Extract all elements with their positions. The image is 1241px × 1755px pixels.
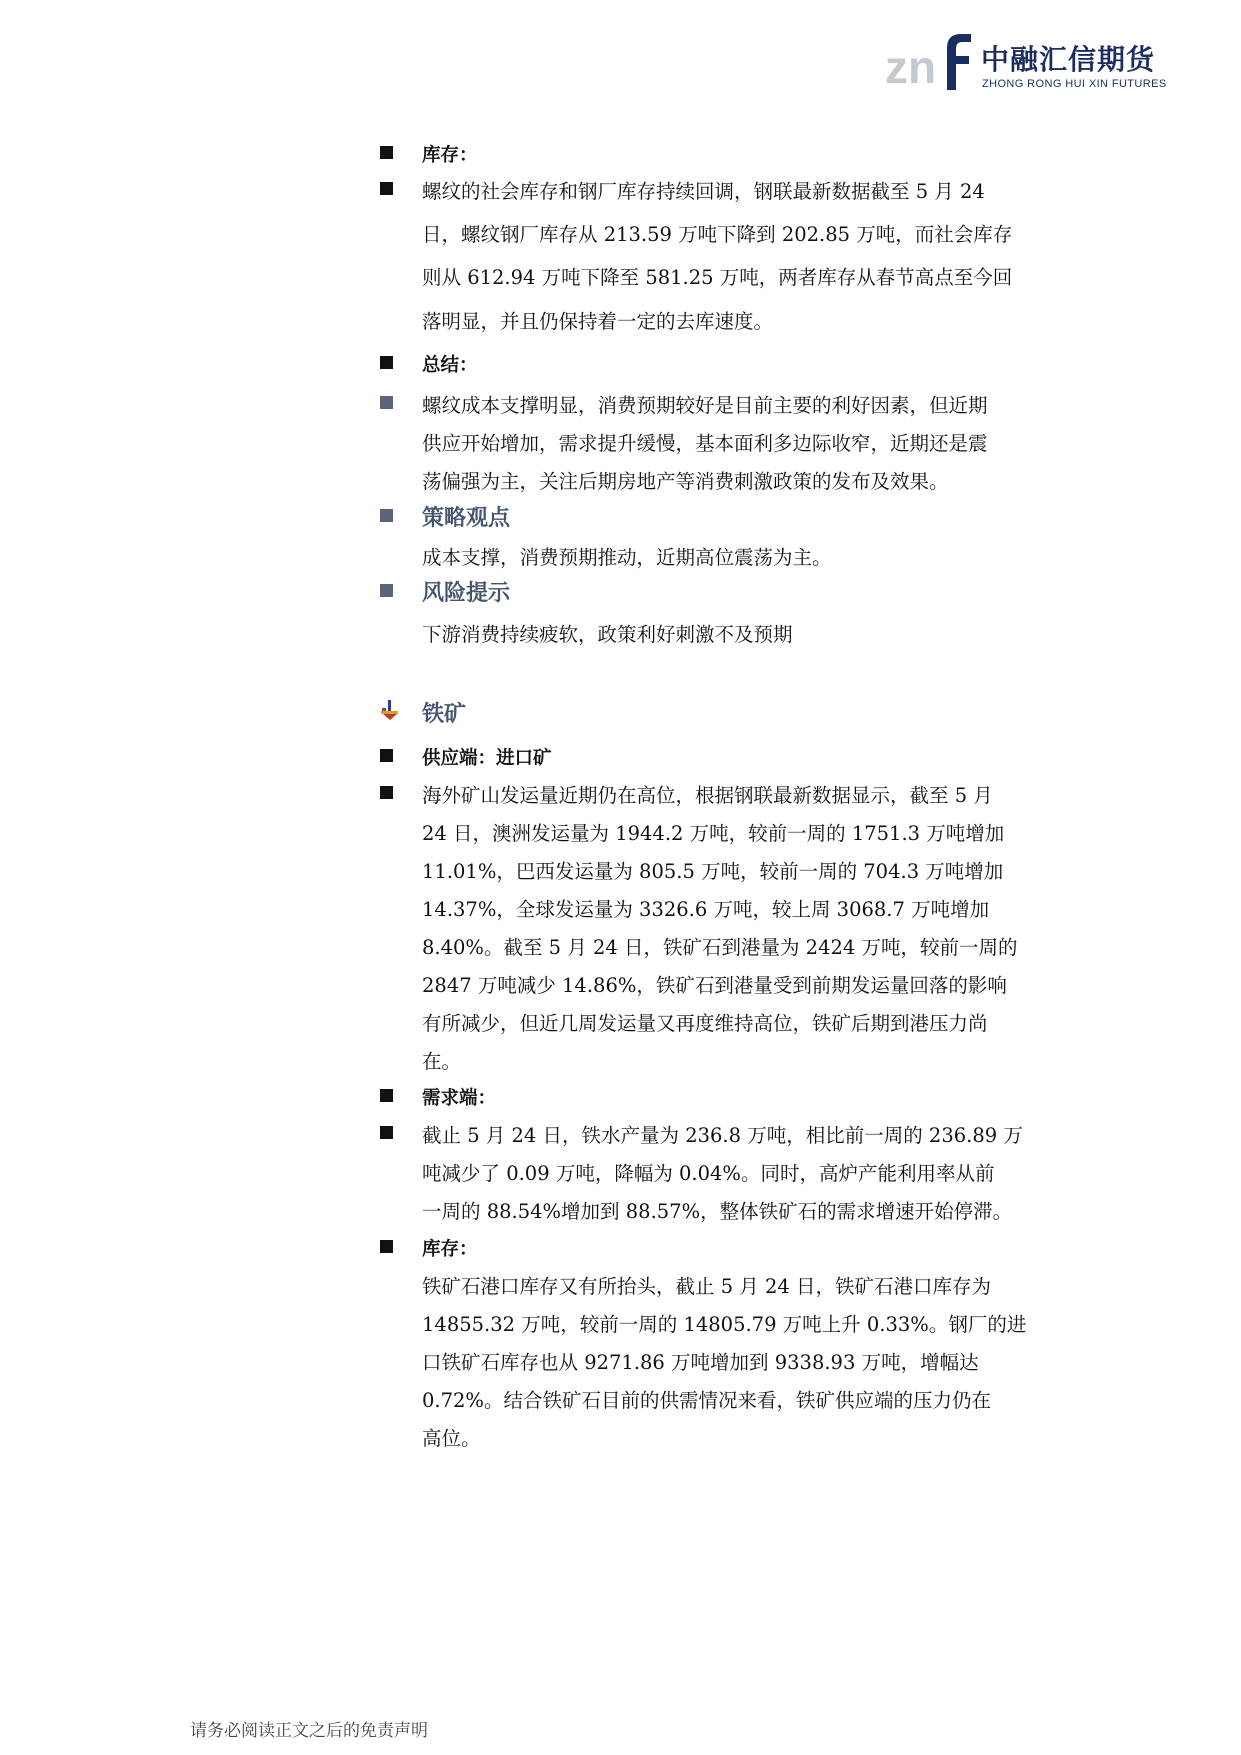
para-line: 11.01%，巴西发运量为 805.5 万吨，较前一周的 704.3 万吨增加 xyxy=(422,860,1004,883)
para-line: 吨减少了 0.09 万吨，降幅为 0.04%。同时，高炉产能利用率从前 xyxy=(422,1162,995,1185)
square-bullet-icon xyxy=(380,749,393,762)
para-line: 荡偏强为主，关注后期房地产等消费刺激政策的发布及效果。 xyxy=(422,470,949,493)
para-line: 供应开始增加，需求提升缓慢，基本面利多边际收窄，近期还是震 xyxy=(422,432,988,455)
risk-text: 下游消费持续疲软，政策利好刺激不及预期 xyxy=(422,623,793,646)
para-line: 高位。 xyxy=(422,1427,481,1450)
square-bullet-icon xyxy=(380,786,393,799)
risk-heading: 风险提示 xyxy=(422,581,511,606)
logo-english-name: ZHONG RONG HUI XIN FUTURES xyxy=(982,78,1167,90)
para-line: 铁矿石港口库存又有所抬头，截止 5 月 24 日，铁矿石港口库存为 xyxy=(422,1275,992,1298)
iron-supply-heading: 供应端：进口矿 xyxy=(422,748,552,769)
rebar-summary-heading: 总结： xyxy=(422,355,478,376)
znf-logo-icon xyxy=(885,28,975,94)
logo-chinese-name: 中融汇信期货 xyxy=(981,43,1156,76)
iron-title: 铁矿 xyxy=(422,702,467,727)
iron-inventory-heading: 库存： xyxy=(422,1239,478,1260)
para-line: 螺纹的社会库存和钢厂库存持续回调，钢联最新数据截至 5 月 24 xyxy=(422,180,985,203)
square-bullet-icon xyxy=(380,356,393,369)
arrow-marker-icon xyxy=(380,699,400,721)
para-line: 14.37%，全球发运量为 3326.6 万吨，较上周 3068.7 万吨增加 xyxy=(422,898,990,921)
square-bullet-icon xyxy=(380,1089,393,1102)
para-line: 2847 万吨减少 14.86%，铁矿石到港量受到前期发运量回落的影响 xyxy=(422,974,1007,997)
square-bullet-icon xyxy=(380,146,393,159)
square-bullet-icon xyxy=(380,1126,393,1139)
square-bullet-icon xyxy=(380,396,393,409)
disclaimer-footer: 请务必阅读正文之后的免责声明 xyxy=(190,1721,428,1741)
para-line: 14855.32 万吨，较前一周的 14805.79 万吨上升 0.33%。钢厂的进 xyxy=(422,1313,1027,1336)
para-line: 8.40%。截至 5 月 24 日，铁矿石到港量为 2424 万吨，较前一周的 xyxy=(422,936,1018,959)
para-line: 24 日，澳洲发运量为 1944.2 万吨，较前一周的 1751.3 万吨增加 xyxy=(422,822,1005,845)
para-line: 在。 xyxy=(422,1050,462,1073)
para-line: 截止 5 月 24 日，铁水产量为 236.8 万吨，相比前一周的 236.89 万 xyxy=(422,1124,1023,1147)
iron-demand-heading: 需求端： xyxy=(422,1088,497,1109)
square-bullet-icon xyxy=(380,584,393,597)
square-bullet-icon xyxy=(380,1240,393,1253)
square-bullet-icon xyxy=(380,182,393,195)
rebar-inventory-heading: 库存： xyxy=(422,145,478,166)
strategy-text: 成本支撑，消费预期推动，近期高位震荡为主。 xyxy=(422,546,832,569)
square-bullet-icon xyxy=(380,509,393,522)
para-line: 海外矿山发运量近期仍在高位，根据钢联最新数据显示，截至 5 月 xyxy=(422,784,993,807)
para-line: 有所减少，但近几周发运量又再度维持高位，铁矿后期到港压力尚 xyxy=(422,1012,988,1035)
strategy-heading: 策略观点 xyxy=(422,506,511,531)
para-line: 落明显，并且仍保持着一定的去库速度。 xyxy=(422,310,774,333)
para-line: 螺纹成本支撑明显，消费预期较好是目前主要的利好因素，但近期 xyxy=(422,394,988,417)
company-logo xyxy=(885,28,1165,94)
svg-text:zn: zn xyxy=(885,41,937,93)
para-line: 0.72%。结合铁矿石目前的供需情况来看，铁矿供应端的压力仍在 xyxy=(422,1389,991,1412)
para-line: 则从 612.94 万吨下降至 581.25 万吨，两者库存从春节高点至今回 xyxy=(422,266,1013,289)
para-line: 日，螺纹钢厂库存从 213.59 万吨下降到 202.85 万吨，而社会库存 xyxy=(422,223,1013,246)
para-line: 口铁矿石库存也从 9271.86 万吨增加到 9338.93 万吨，增幅达 xyxy=(422,1351,979,1374)
para-line: 一周的 88.54%增加到 88.57%，整体铁矿石的需求增速开始停滞。 xyxy=(422,1200,1013,1223)
